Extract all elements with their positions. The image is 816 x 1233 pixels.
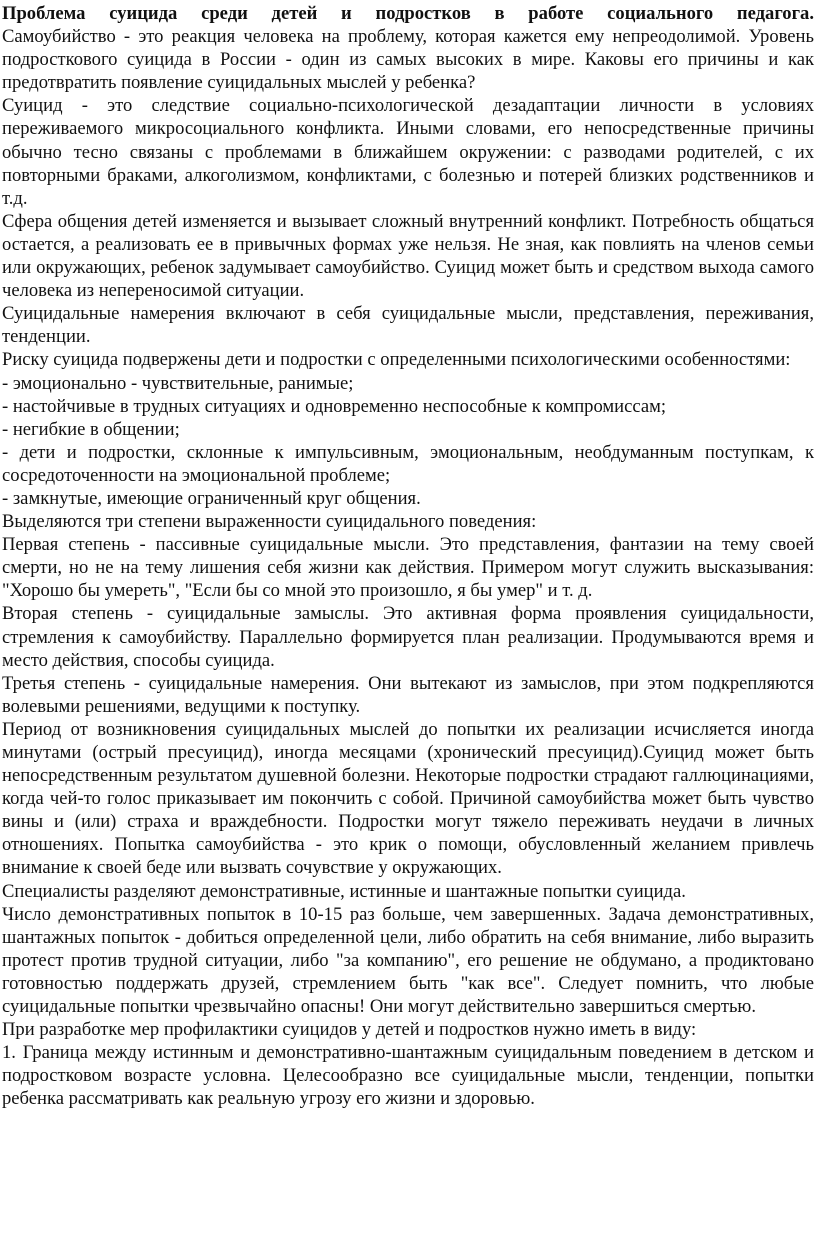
- paragraph-prevention-point-1: 1. Граница между истинным и демонстративно-шантажным суицидальным поведением в детском и подростковом возрасте условна. Целесообразно все суицидальные мысли, тенденции, попытки ребенка рассматривать как реальную угрозу его жизни и здоровью.: [2, 1042, 814, 1110]
- paragraph-period: Период от возникновения суицидальных мыслей до попытки их реализации исчисляется иногда минутами (острый пресуицид), иногда месяцами (хронический пресуицид).Суицид может быть непосредственным результатом душевной болезни. Некоторые подростки страдают галлюцинациями, когда чей-то голос приказывает им покончить с собой. Причиной самоубийства может быть чувство вины и (или) страха и враждебности. Подростки могут тяжело переживать неудачи в личных отношениях. Попытка самоубийства - это крик о помощи, обусловленный желанием привлечь внимание к своей беде или вызвать сочувствие у окружающих.: [2, 718, 814, 879]
- list-item-risk: - настойчивые в трудных ситуациях и одновременно неспособные к компромиссам;: [2, 395, 667, 417]
- paragraph-attempt-types: Специалисты разделяют демонстративные, истинные и шантажные попытки суицида.: [2, 880, 686, 902]
- list-item-risk: - негибкие в общении;: [2, 418, 180, 440]
- paragraph-degrees-intro: Выделяются три степени выраженности суицидального поведения:: [2, 511, 537, 533]
- paragraph-communication: Сфера общения детей изменяется и вызывает сложный внутренний конфликт. Потребность общаться остается, а реализовать ее в привычных формах уже нельзя. Не зная, как повлиять на членов семьи или окружающих, ребенок задумывает самоубийство. Суицид может быть и средством выхода самого человека из непереносимой ситуации.: [2, 210, 814, 302]
- paragraph-demonstrative: Число демонстративных попыток в 10-15 раз больше, чем завершенных. Задача демонстративных, шантажных попыток - добиться определенной цели, либо обратить на себя внимание, либо выразить протест против трудной ситуации, либо "за компанию", его решение не обдумано, а продиктовано готовностью поддержать друзей, стремлением быть "как все". Следует помнить, что любые суицидальные попытки чрезвычайно опасны! Они могут действительно завершиться смертью.: [2, 903, 814, 1018]
- paragraph-degree-second: Вторая степень - суицидальные замыслы. Это активная форма проявления суицидальности, стремления к самоубийству. Параллельно формируется план реализации. Продумываются время и место действия, способы суицида.: [2, 603, 814, 671]
- list-item-risk: - эмоционально - чувствительные, ранимые;: [2, 372, 354, 394]
- document-title: Проблема суицида среди детей и подростков в работе социального педагога.: [2, 3, 814, 24]
- paragraph-degree-first: Первая степень - пассивные суицидальные мысли. Это представления, фантазии на тему своей смерти, но не на тему лишения себя жизни как действия. Примером могут служить высказывания: "Хорошо бы умереть", "Если бы со мной это произошло, я бы умер" и т. д.: [2, 534, 814, 602]
- paragraph-definition: Самоубийство - это реакция человека на проблему, которая кажется ему непреодолимой. Уровень подросткового суицида в России - один из самых высоких в мире. Каковы его причины и как предотвратить появление суицидальных мыслей у ребенка?: [2, 26, 814, 94]
- paragraph-risk-intro: Риску суицида подвержены дети и подростки с определенными психологическими особенностями:: [2, 349, 791, 371]
- paragraph-causes: Суицид - это следствие социально-психологической дезадаптации личности в условиях переживаемого микросоциального конфликта. Иными словами, его непосредственные причины обычно тесно связаны с проблемами в ближайшем окружении: с разводами родителей, с их повторными браками, алкоголизмом, конфликтами, с болезнью и потерей близких родственников и т.д.: [2, 95, 814, 209]
- paragraph-intentions: Суицидальные намерения включают в себя суицидальные мысли, представления, переживания, тенденции.: [2, 303, 814, 348]
- paragraph-prevention-intro: При разработке мер профилактики суицидов у детей и подростков нужно иметь в виду:: [2, 1019, 697, 1041]
- list-item-risk: - дети и подростки, склонные к импульсивным, эмоциональным, необдуманным поступкам, к сосредоточенности на эмоциональной проблеме;: [2, 441, 814, 486]
- paragraph-degree-third: Третья степень - суицидальные намерения. Они вытекают из замыслов, при этом подкрепляются волевыми решениями, ведущими к поступку.: [2, 672, 814, 717]
- list-item-risk: - замкнутые, имеющие ограниченный круг общения.: [2, 487, 421, 509]
